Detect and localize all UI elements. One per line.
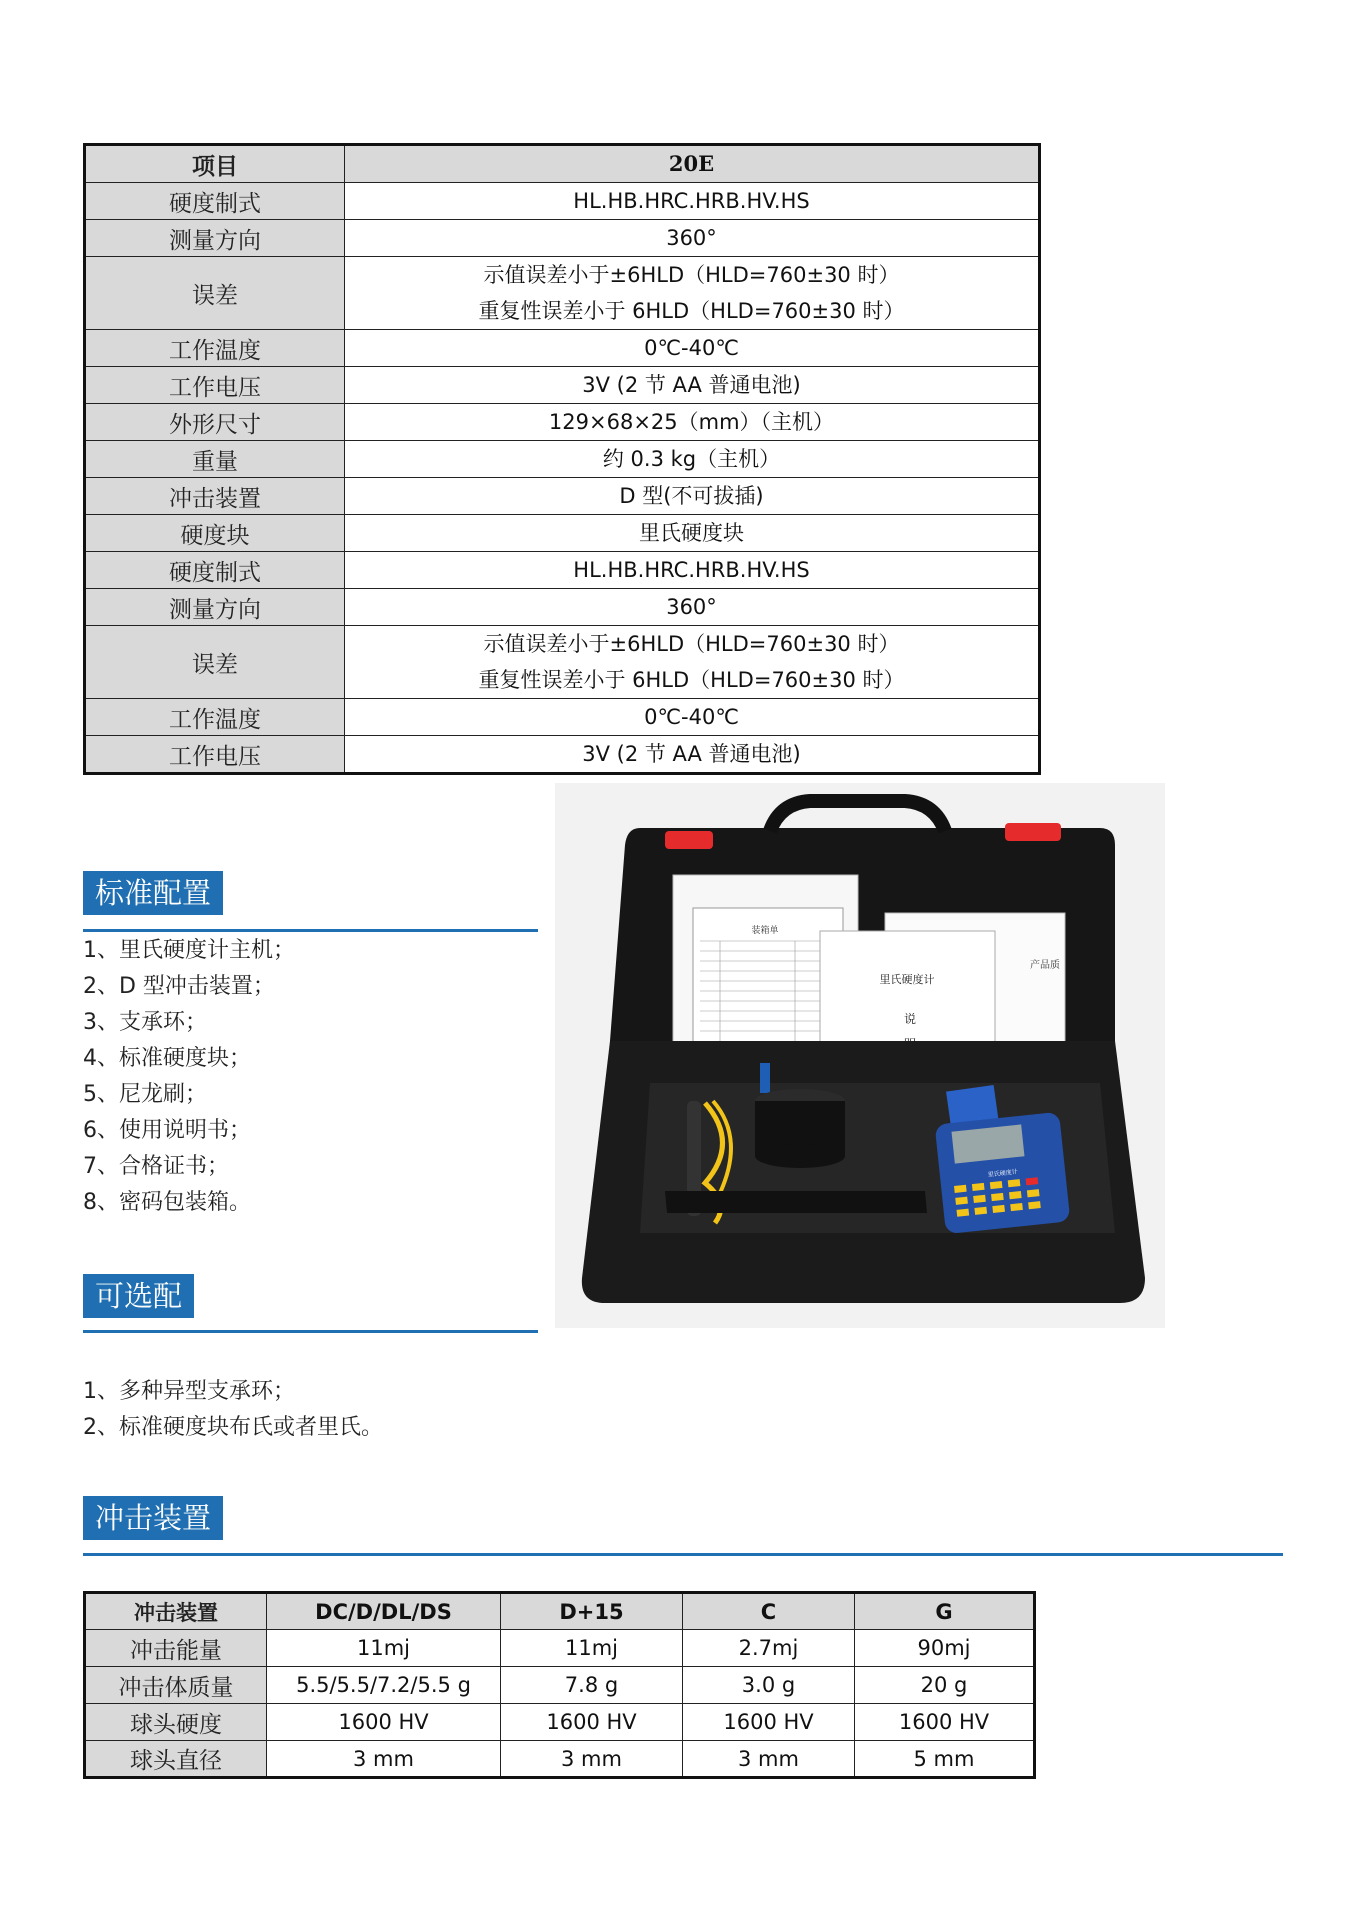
impact-cell: 1600 HV: [501, 1704, 683, 1741]
spec-value: [345, 736, 1040, 774]
impact-row-label: 球头硬度: [85, 1704, 267, 1741]
optional-item: 1、多种异型支承环；: [83, 1379, 295, 1404]
impact-row: [85, 1704, 1035, 1741]
impact-cell: 3 mm: [501, 1741, 683, 1778]
spec-value-line: 示值误差小于±6HLD（HLD=760±30 时）: [483, 263, 900, 287]
spec-value-line: HL.HB.HRC.HRB.HV.HS: [573, 558, 810, 582]
spec-row: [85, 589, 1040, 626]
spec-value-line: 3V (2 节 AA 普通电池): [582, 742, 801, 766]
spec-value-line: 约 0.3 kg（主机）: [602, 447, 781, 471]
spec-label: 硬度制式: [85, 552, 345, 589]
impact-cell: 90mj: [855, 1630, 1035, 1667]
spec-row: [85, 183, 1040, 220]
spec-label: 测量方向: [85, 220, 345, 257]
impact-row-label: 冲击体质量: [85, 1667, 267, 1704]
manual-title: 里氏硬度计: [879, 973, 935, 986]
impact-cell: 11mj: [501, 1630, 683, 1667]
spec-label: 工作电压: [85, 736, 345, 774]
spec-value: [345, 626, 1040, 699]
spec-value-line: 0℃-40℃: [644, 705, 739, 729]
spec-value: [345, 589, 1040, 626]
spec-value: [345, 441, 1040, 478]
impact-cell: 3 mm: [683, 1741, 855, 1778]
spec-row: [85, 257, 1040, 330]
impact-cell: 3 mm: [267, 1741, 501, 1778]
spec-value-line: 360°: [666, 226, 717, 250]
standard-item: 3、支承环；: [83, 1010, 207, 1035]
impact-row: [85, 1741, 1035, 1778]
spec-value: [345, 183, 1040, 220]
spec-value: [345, 552, 1040, 589]
impact-header-cell: 冲击装置: [85, 1593, 267, 1630]
impact-cell: 1600 HV: [683, 1704, 855, 1741]
spec-row: [85, 515, 1040, 552]
impact-section-rule: [83, 1553, 1283, 1556]
spec-row: [85, 478, 1040, 515]
impact-header-cell: D+15: [501, 1593, 683, 1630]
spec-value-line: 129×68×25（mm）（主机）: [548, 410, 835, 434]
certificate-title: 产品质: [1030, 960, 1060, 971]
spec-row: [85, 552, 1040, 589]
standard-item: 7、合格证书；: [83, 1154, 229, 1179]
impact-header-cell: DC/D/DL/DS: [267, 1593, 501, 1630]
impact-cell: 2.7mj: [683, 1630, 855, 1667]
hardness-block-bottom: [755, 1144, 845, 1168]
spec-label: 工作温度: [85, 330, 345, 367]
impact-cell: 11mj: [267, 1630, 501, 1667]
case-latch-left: [665, 831, 713, 849]
spec-label: 误差: [85, 626, 345, 699]
spec-value: [345, 404, 1040, 441]
spec-label: 误差: [85, 257, 345, 330]
spec-row: [85, 626, 1040, 699]
optional-item: 2、标准硬度块布氏或者里氏。: [83, 1415, 383, 1440]
manual-word-1: 说: [903, 1012, 917, 1026]
case-latch-right: [1005, 823, 1061, 841]
spec-value-line: 360°: [666, 595, 717, 619]
foam-slot: [665, 1191, 927, 1213]
spec-row: [85, 220, 1040, 257]
product-case-illustration: [555, 783, 1165, 1328]
impact-row-label: 球头直径: [85, 1741, 267, 1778]
impact-cell: 7.8 g: [501, 1667, 683, 1704]
spec-label: 外形尺寸: [85, 404, 345, 441]
impact-section-title: 冲击装置: [83, 1496, 223, 1540]
spec-table: [83, 143, 1041, 775]
spec-value: [345, 699, 1040, 736]
product-photo: [555, 783, 1165, 1328]
spec-row: [85, 330, 1040, 367]
spec-value-line: 示值误差小于±6HLD（HLD=760±30 时）: [483, 632, 900, 656]
standard-section-rule: [83, 929, 538, 932]
blue-ribbon: [760, 1063, 770, 1093]
spec-label: 重量: [85, 441, 345, 478]
impact-table: [83, 1591, 1036, 1779]
spec-value: [345, 515, 1040, 552]
impact-row: [85, 1667, 1035, 1704]
spec-value-line: 0℃-40℃: [644, 336, 739, 360]
spec-label: 测量方向: [85, 589, 345, 626]
impact-row-label: 冲击能量: [85, 1630, 267, 1667]
impact-cell: 20 g: [855, 1667, 1035, 1704]
spec-value-line: D 型(不可拔插): [619, 484, 764, 508]
impact-header-cell: C: [683, 1593, 855, 1630]
impact-header-cell: G: [855, 1593, 1035, 1630]
spec-value-line: 3V (2 节 AA 普通电池): [582, 373, 801, 397]
standard-item: 5、尼龙刷；: [83, 1082, 207, 1107]
spec-label: 工作电压: [85, 367, 345, 404]
spec-header-value: 20E: [345, 145, 1040, 183]
spec-header-row: [85, 145, 1040, 183]
standard-item: 2、D 型冲击装置；: [83, 974, 275, 999]
standard-item: 4、标准硬度块；: [83, 1046, 251, 1071]
impact-cell: 5 mm: [855, 1741, 1035, 1778]
impact-header-row: [85, 1593, 1035, 1630]
spec-row: [85, 736, 1040, 774]
spec-value: [345, 478, 1040, 515]
packing-list-title: 装箱单: [751, 926, 779, 936]
tester-label: 里氏硬度计: [987, 1168, 1019, 1179]
optional-list: [83, 1374, 383, 1446]
spec-value-line: 里氏硬度块: [639, 521, 744, 545]
spec-value-line: 重复性误差小于 6HLD（HLD=760±30 时）: [478, 299, 905, 323]
standard-item: 6、使用说明书；: [83, 1118, 251, 1143]
impact-row: [85, 1630, 1035, 1667]
standard-item: 8、密码包装箱。: [83, 1190, 251, 1215]
spec-row: [85, 441, 1040, 478]
spec-label: 硬度制式: [85, 183, 345, 220]
optional-section-rule: [83, 1330, 538, 1333]
impact-cell: 1600 HV: [267, 1704, 501, 1741]
standard-list: [83, 933, 295, 1221]
spec-value: [345, 220, 1040, 257]
case-handle: [770, 801, 945, 831]
impact-cell: 3.0 g: [683, 1667, 855, 1704]
standard-item: 1、里氏硬度计主机；: [83, 938, 295, 963]
spec-label: 冲击装置: [85, 478, 345, 515]
spec-row: [85, 404, 1040, 441]
spec-row: [85, 367, 1040, 404]
spec-value: [345, 367, 1040, 404]
standard-section-title: 标准配置: [83, 871, 223, 915]
optional-section-title: 可选配: [83, 1274, 194, 1318]
spec-header-label: 项目: [85, 145, 345, 183]
impact-cell: 1600 HV: [855, 1704, 1035, 1741]
spec-label: 工作温度: [85, 699, 345, 736]
spec-value: [345, 330, 1040, 367]
spec-value-line: HL.HB.HRC.HRB.HV.HS: [573, 189, 810, 213]
spec-value-line: 重复性误差小于 6HLD（HLD=760±30 时）: [478, 668, 905, 692]
spec-label: 硬度块: [85, 515, 345, 552]
spec-value: [345, 257, 1040, 330]
spec-row: [85, 699, 1040, 736]
impact-cell: 5.5/5.5/7.2/5.5 g: [267, 1667, 501, 1704]
